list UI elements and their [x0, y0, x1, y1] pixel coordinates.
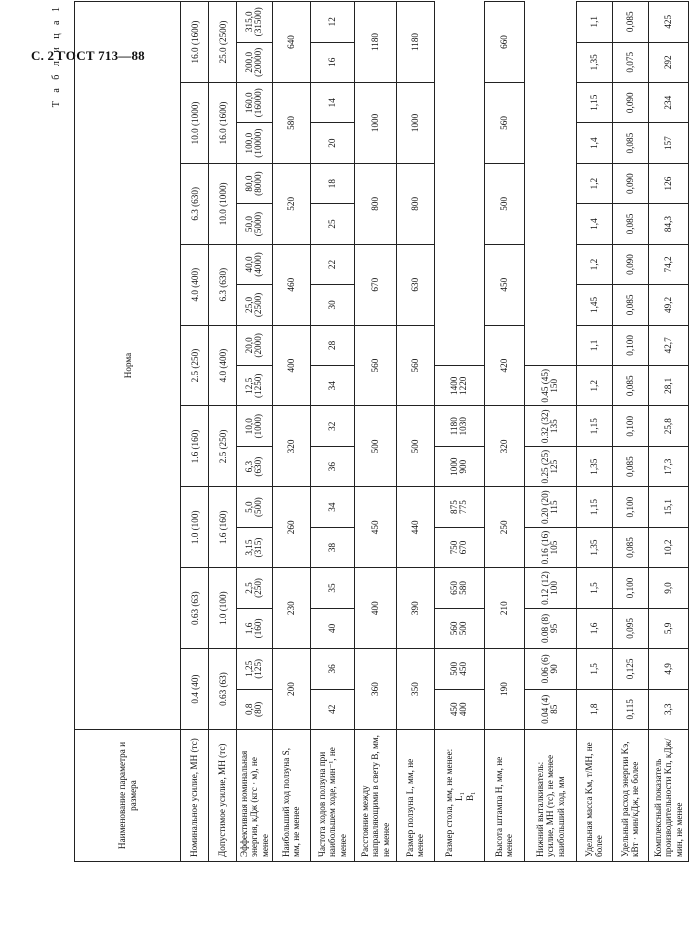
value-cell: 17,3	[648, 446, 688, 486]
value-cell: 36	[310, 649, 354, 689]
value-cell	[524, 689, 576, 729]
value-cell: 157	[648, 123, 688, 163]
value-cell: 0,115	[612, 689, 648, 729]
value-line: 500	[458, 621, 469, 636]
value-line: 10,0	[243, 418, 254, 435]
value-cell	[237, 42, 273, 82]
value-line: 150	[549, 378, 560, 393]
value-line: 1180	[448, 417, 459, 436]
value-cell	[524, 487, 576, 527]
value-line: 670	[458, 540, 469, 555]
value-cell	[237, 568, 273, 608]
value-cell: 42,7	[648, 325, 688, 365]
value-cell: 425	[648, 1, 688, 42]
table-size-label: Размер стола, мм, не менее:	[443, 748, 454, 857]
value-cell: 560	[396, 325, 434, 406]
value-line: 0.45 (45)	[539, 368, 550, 403]
value-line: 875	[448, 500, 459, 514]
value-cell: 1,45	[576, 285, 612, 325]
value-cell: 1,35	[576, 527, 612, 567]
value-cell: 1180	[396, 1, 434, 82]
value-cell: 22	[310, 244, 354, 284]
value-line: (20000)	[253, 47, 264, 77]
value-cell: 800	[396, 163, 434, 244]
value-cell	[237, 123, 273, 163]
value-line: 80,0	[243, 175, 254, 192]
value-line: 0.16 (16)	[539, 530, 550, 565]
value-cell: 250	[484, 487, 524, 568]
b1-label: B₁	[464, 791, 475, 801]
value-line: (160)	[253, 618, 264, 639]
value-cell: 49,2	[648, 285, 688, 325]
value-cell: 84,3	[648, 204, 688, 244]
row-label: Размер ползуна L, мм, не менее	[396, 730, 434, 862]
rotated-table-block	[50, 2, 684, 862]
value-cell	[237, 285, 273, 325]
value-line: 560	[448, 621, 459, 636]
value-cell: 1000	[396, 83, 434, 164]
value-line: 90	[549, 664, 560, 674]
value-cell: 0.4 (40)	[181, 649, 209, 730]
value-cell	[524, 366, 576, 406]
value-cell: 670	[354, 244, 396, 325]
value-cell: 800	[354, 163, 396, 244]
table-header-row	[75, 1, 181, 861]
value-cell: 28,1	[648, 366, 688, 406]
value-cell	[434, 366, 484, 406]
value-cell: 0,100	[612, 325, 648, 365]
value-cell	[434, 608, 484, 648]
row-label: Наибольший ход ползуна S, мм, не менее	[272, 730, 310, 862]
row-consumption	[612, 1, 648, 861]
value-cell: 450	[354, 487, 396, 568]
value-line: 125	[549, 459, 560, 474]
value-cell	[237, 487, 273, 527]
value-cell	[237, 244, 273, 284]
value-cell	[434, 406, 484, 446]
value-line: (8000)	[253, 171, 264, 196]
value-line: 0.20 (20)	[539, 490, 550, 524]
value-line: 1,25	[243, 660, 254, 677]
value-line: (250)	[253, 578, 264, 598]
value-cell: 1,35	[576, 42, 612, 82]
value-cell: 10,2	[648, 527, 688, 567]
value-line: 750	[448, 540, 459, 555]
value-cell	[237, 83, 273, 123]
value-line: (5000)	[253, 211, 264, 237]
value-cell: 10.0 (1000)	[209, 163, 237, 244]
value-cell: 0,100	[612, 406, 648, 446]
value-cell: 25,8	[648, 406, 688, 446]
value-cell: 630	[396, 244, 434, 325]
value-line: 1400	[448, 376, 459, 395]
value-cell	[237, 406, 273, 446]
value-cell	[434, 527, 484, 567]
value-line: (2000)	[253, 333, 264, 358]
value-line: 0,8	[243, 703, 254, 716]
value-cell: 360	[354, 649, 396, 730]
row-guides	[354, 1, 396, 861]
row-label: Высота штампа H, мм, не менее	[484, 730, 524, 862]
value-cell: 660	[484, 1, 524, 82]
row-ejector	[524, 1, 576, 861]
value-line: 650	[448, 581, 459, 595]
value-cell: 126	[648, 163, 688, 203]
value-line: 0.08 (8)	[539, 613, 550, 643]
value-cell: 4,9	[648, 649, 688, 689]
value-cell	[237, 527, 273, 567]
value-cell: 16.0 (1600)	[209, 83, 237, 164]
value-cell: 35	[310, 568, 354, 608]
value-cell: 25.0 (2500)	[209, 1, 237, 82]
row-label: Номинальное усилие, МН (тс)	[181, 730, 209, 862]
value-cell: 460	[272, 244, 310, 325]
value-cell: 1.0 (100)	[181, 487, 209, 568]
value-cell: 1,1	[576, 325, 612, 365]
value-cell	[524, 527, 576, 567]
value-line: (4000)	[253, 252, 264, 277]
param-header: Наименование параметра и размера	[75, 730, 181, 862]
value-cell: 1,2	[576, 366, 612, 406]
value-line: (125)	[253, 658, 264, 679]
table-title: Т а б л и ц а 1	[51, 4, 62, 108]
value-cell: 0,075	[612, 42, 648, 82]
row-label: Эффективная номинальная энергия, кДж (кгс · м), не менее	[237, 730, 273, 862]
value-line: 200,0	[243, 51, 254, 73]
value-cell: 0,095	[612, 608, 648, 648]
value-line: 2,5	[243, 582, 254, 594]
value-cell	[434, 689, 484, 729]
value-cell: 1000	[354, 83, 396, 164]
page-header: С. 2 ГОСТ 713—88	[31, 48, 145, 63]
row-label: Удельный расход энергии Kэ, кВт · мин/кДж, не более	[612, 730, 648, 862]
value-cell: 1,1	[576, 1, 612, 42]
row-label: Допустимое усилие, МН (тс)	[209, 730, 237, 862]
value-cell	[524, 406, 576, 446]
value-line: 0.12 (12)	[539, 571, 550, 605]
value-cell: 1,4	[576, 204, 612, 244]
value-cell: 0,085	[612, 204, 648, 244]
value-cell: 0,085	[612, 285, 648, 325]
value-line: 12,5	[243, 377, 254, 394]
value-cell: 20	[310, 123, 354, 163]
value-cell: 0,085	[612, 366, 648, 406]
value-line: 580	[458, 581, 469, 595]
value-cell: 1,2	[576, 163, 612, 203]
row-energy	[237, 1, 273, 861]
value-cell	[524, 446, 576, 486]
value-cell: 0,090	[612, 244, 648, 284]
value-cell: 40	[310, 608, 354, 648]
value-cell: 3,3	[648, 689, 688, 729]
row-label: Частота ходов ползуна при наибольшем ходе, мин⁻¹, не менее	[310, 730, 354, 862]
value-cell: 320	[272, 406, 310, 487]
value-cell	[237, 689, 273, 729]
value-cell: 42	[310, 689, 354, 729]
value-cell: 2.5 (250)	[181, 325, 209, 406]
row-label: Расстояние между направляющими в свету B, мм, не менее	[354, 730, 396, 862]
value-cell: 4.0 (400)	[209, 325, 237, 406]
value-cell: 450	[484, 244, 524, 325]
value-cell: 420	[484, 325, 524, 406]
value-cell: 28	[310, 325, 354, 365]
value-line: 160,0	[243, 92, 254, 114]
value-cell: 14	[310, 83, 354, 123]
value-cell: 34	[310, 487, 354, 527]
value-cell: 560	[484, 83, 524, 164]
row-label: Комплексный показатель производительности Kп, кДж/мин, не менее	[648, 730, 688, 862]
value-cell: 0,100	[612, 487, 648, 527]
value-cell: 234	[648, 83, 688, 123]
value-cell: 1,6	[576, 608, 612, 648]
value-cell	[524, 608, 576, 648]
value-cell: 390	[396, 568, 434, 649]
row-nominal	[181, 1, 209, 861]
value-cell	[237, 1, 273, 42]
value-cell: 25	[310, 204, 354, 244]
value-cell: 74,2	[648, 244, 688, 284]
value-line: (80)	[253, 701, 264, 717]
value-cell: 1.6 (160)	[209, 487, 237, 568]
value-cell	[237, 204, 273, 244]
value-cell	[524, 649, 576, 689]
value-cell: 34	[310, 366, 354, 406]
value-cell: 6.3 (630)	[209, 244, 237, 325]
value-cell: 32	[310, 406, 354, 446]
value-cell: 1,8	[576, 689, 612, 729]
value-cell: 18	[310, 163, 354, 203]
value-cell: 260	[272, 487, 310, 568]
value-cell: 210	[484, 568, 524, 649]
value-cell: 0,100	[612, 568, 648, 608]
value-cell: 200	[272, 649, 310, 730]
value-cell: 440	[396, 487, 434, 568]
value-line: 6,3	[243, 460, 254, 473]
value-cell: 500	[396, 406, 434, 487]
value-cell	[237, 325, 273, 365]
value-line: 0.04 (4)	[539, 694, 550, 724]
value-cell: 9,0	[648, 568, 688, 608]
value-cell: 0,125	[612, 649, 648, 689]
value-line: 115	[549, 500, 560, 514]
value-cell: 1,35	[576, 446, 612, 486]
value-cell: 0,090	[612, 83, 648, 123]
value-line: 85	[549, 704, 560, 714]
value-line: 900	[458, 459, 469, 474]
value-cell: 640	[272, 1, 310, 82]
value-cell: 0,085	[612, 1, 648, 42]
value-line: 1220	[458, 376, 469, 395]
value-cell	[237, 649, 273, 689]
row-die	[484, 1, 524, 861]
value-cell: 400	[272, 325, 310, 406]
row-slide	[396, 1, 434, 861]
row-label: Удельная масса Kм, т/МН, не более	[576, 730, 612, 862]
value-cell: 0,085	[612, 527, 648, 567]
value-cell: 1.0 (100)	[209, 568, 237, 649]
value-cell: 1,5	[576, 568, 612, 608]
value-cell	[434, 649, 484, 689]
value-line: (2500)	[253, 292, 264, 318]
value-cell	[237, 608, 273, 648]
value-line: 775	[458, 500, 469, 514]
specs-table	[74, 1, 689, 862]
value-cell: 2.5 (250)	[209, 406, 237, 487]
value-cell: 4.0 (400)	[181, 244, 209, 325]
value-cell	[434, 568, 484, 608]
value-cell: 1,4	[576, 123, 612, 163]
value-cell: 5,9	[648, 608, 688, 648]
value-line: 100	[549, 581, 560, 595]
value-line: (31500)	[253, 7, 264, 37]
value-cell: 38	[310, 527, 354, 567]
value-line: 100,0	[243, 132, 254, 154]
norm-header: Норма	[75, 1, 181, 729]
value-cell	[434, 446, 484, 486]
value-cell: 12	[310, 1, 354, 42]
value-line: (315)	[253, 537, 264, 558]
value-cell: 320	[484, 406, 524, 487]
value-cell	[524, 568, 576, 608]
value-line: (16000)	[253, 88, 264, 118]
value-line: 50,0	[243, 216, 254, 233]
row-label: Нижний выталкиватель: усилие, МН (тс), не менее наибольший ход, мм	[524, 730, 576, 862]
value-cell	[434, 487, 484, 527]
value-cell: 230	[272, 568, 310, 649]
value-line: 500	[448, 661, 459, 676]
value-cell: 0,085	[612, 123, 648, 163]
value-cell: 1,15	[576, 487, 612, 527]
value-line: 95	[549, 623, 560, 633]
value-cell: 0,085	[612, 446, 648, 486]
value-line: 1000	[448, 457, 459, 476]
value-line: 0.06 (6)	[539, 654, 550, 684]
value-cell: 190	[484, 649, 524, 730]
value-line: (630)	[253, 456, 264, 477]
row-allowed	[209, 1, 237, 861]
value-cell: 10.0 (1000)	[181, 83, 209, 164]
value-line: 450	[448, 702, 459, 717]
value-cell: 15,1	[648, 487, 688, 527]
value-line: 315,0	[243, 11, 254, 33]
value-cell: 6.3 (630)	[181, 163, 209, 244]
value-line: 3,15	[243, 539, 254, 556]
value-cell: 500	[354, 406, 396, 487]
value-cell	[237, 366, 273, 406]
row-label	[434, 730, 484, 862]
value-cell: 1,5	[576, 649, 612, 689]
row-frequency	[310, 1, 354, 861]
value-cell: 500	[484, 163, 524, 244]
value-line: 0.32 (32)	[539, 409, 550, 444]
row-mass	[576, 1, 612, 861]
value-line: 25,0	[243, 296, 254, 313]
value-cell	[237, 163, 273, 203]
value-cell: 292	[648, 42, 688, 82]
row-table-size	[434, 1, 484, 861]
value-cell: 1,15	[576, 83, 612, 123]
l1-label: L₁	[454, 792, 465, 801]
value-cell: 30	[310, 285, 354, 325]
value-cell: 1.6 (160)	[181, 406, 209, 487]
value-cell: 1180	[354, 1, 396, 82]
value-line: 450	[458, 661, 469, 676]
value-line: 40,0	[243, 256, 254, 273]
value-cell	[237, 446, 273, 486]
value-cell: 36	[310, 446, 354, 486]
value-line: 1030	[458, 417, 469, 436]
value-cell: 0.63 (63)	[209, 649, 237, 730]
value-line: (1250)	[253, 373, 264, 399]
value-line: 5,0	[243, 501, 254, 513]
value-line: 105	[549, 540, 560, 555]
value-cell: 16	[310, 42, 354, 82]
value-cell: 520	[272, 163, 310, 244]
value-line: (10000)	[253, 128, 264, 158]
value-line: 20,0	[243, 337, 254, 354]
value-line: 0.25 (25)	[539, 449, 550, 484]
value-cell: 1,2	[576, 244, 612, 284]
value-cell: 580	[272, 83, 310, 164]
value-line: (1000)	[253, 413, 264, 439]
value-line: (500)	[253, 497, 264, 518]
value-cell: 0,090	[612, 163, 648, 203]
row-productivity	[648, 1, 688, 861]
value-cell: 400	[354, 568, 396, 649]
value-line: 135	[549, 419, 560, 434]
value-line: 1,6	[243, 622, 254, 635]
row-stroke	[272, 1, 310, 861]
value-cell: 16.0 (1600)	[181, 1, 209, 82]
value-line: 400	[458, 702, 469, 717]
value-cell: 1,15	[576, 406, 612, 446]
value-cell: 350	[396, 649, 434, 730]
value-cell: 0.63 (63)	[181, 568, 209, 649]
value-cell: 560	[354, 325, 396, 406]
